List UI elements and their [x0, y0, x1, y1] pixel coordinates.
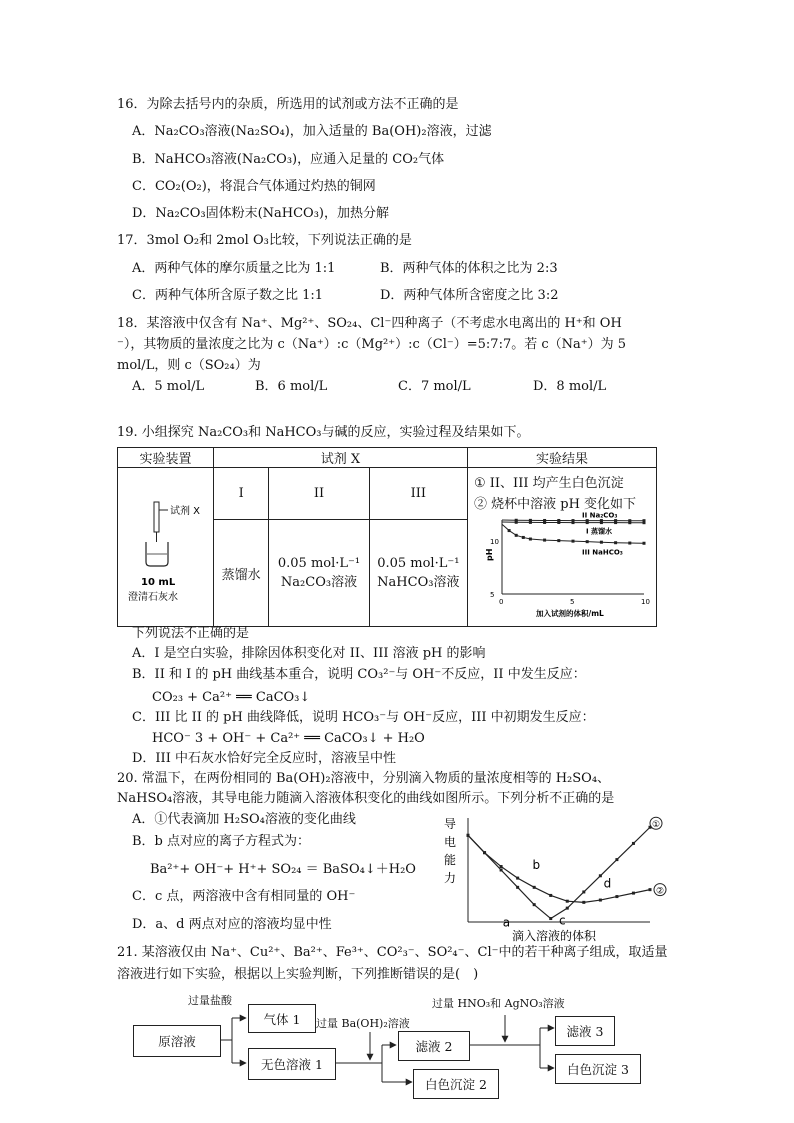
q19-stem: 19. 小组探究 Na₂CO₃和 NaHCO₃与碱的反应，实验过程及结果如下。	[117, 425, 530, 440]
device-cell	[118, 468, 214, 627]
box-filtrate-2: 滤液 2	[398, 1031, 470, 1061]
reagent-2-conc: 0.05 mol·L⁻¹	[277, 556, 361, 571]
device-reagent-label: 试剂 X	[170, 506, 201, 517]
q17-option-c: C．两种气体所含原子数之比 1:1	[132, 288, 324, 303]
ph-point	[643, 521, 646, 524]
conductivity-chart	[440, 812, 665, 947]
reagent-3-conc: 0.05 mol·L⁻¹	[377, 556, 460, 571]
ph-x-label: 加入试剂的体积/mL	[536, 609, 604, 618]
cond-point	[516, 886, 519, 889]
q20-option-b-eq: Ba²⁺+ OH⁻+ H⁺+ SO₂₄ ＝ BaSO₄↓＋H₂O	[150, 862, 416, 877]
cond-point	[467, 834, 470, 837]
result-cell	[468, 468, 657, 627]
q20-option-c: C．c 点，两溶液中含有相同量的 OH⁻	[132, 889, 356, 904]
ph-label-ii: II Na₂CO₃	[582, 511, 618, 520]
ph-point	[614, 541, 617, 544]
q21-line2: 溶液进行如下实验，根据以上实验判断，下列推断错误的是( )	[117, 967, 479, 982]
reagent-3-name: NaHCO₃溶液	[377, 575, 460, 590]
ph-point	[557, 539, 560, 542]
ph-point	[543, 521, 546, 524]
q20-line2: NaHSO₄溶液，其导电能力随滴入溶液体积变化的曲线如图所示。下列分析不正确的是	[117, 791, 615, 806]
q17-option-b: B．两种气体的体积之比为 2:3	[380, 261, 558, 276]
box-original-solution: 原溶液	[133, 1025, 221, 1057]
ph-label-i: I 蒸馏水	[586, 527, 613, 536]
q16-option-d: D．Na₂CO₃固体粉末(NaHCO₃)，加热分解	[132, 206, 389, 221]
col-i: I	[214, 468, 269, 520]
box-colorless-1: 无色溶液 1	[248, 1048, 336, 1080]
cond-point	[582, 901, 585, 904]
cond-ylabel-1: 导	[444, 817, 457, 831]
q17-stem: 17．3mol O₂和 2mol O₃比较，下列说法正确的是	[117, 233, 412, 248]
ph-x-tick: 0	[499, 598, 504, 606]
ph-point	[572, 521, 575, 524]
cond-series-line	[468, 827, 650, 918]
q18-option-b: B．6 mol/L	[255, 379, 328, 394]
ph-point	[586, 521, 589, 524]
q18-line2: ⁻），其物质的量浓度之比为 c（Na⁺）:c（Mg²⁺）:c（Cl⁻）=5:7:7。若 c（Na⁺）为 5	[117, 337, 627, 352]
cond-point-a: a	[502, 915, 511, 930]
q20-option-a: A．①代表滴加 H₂SO₄溶液的变化曲线	[132, 812, 356, 827]
ph-point	[515, 521, 518, 524]
cond-point	[549, 894, 552, 897]
cond-point-d: d	[603, 876, 612, 891]
cond-ylabel-4: 力	[444, 871, 457, 885]
q19-option-c: C．III 比 II 的 pH 曲线降低，说明 HCO₃⁻与 OH⁻反应，III 中初期发生反应：	[132, 710, 595, 725]
th-reagent: 试剂 X	[214, 448, 468, 468]
ph-point	[600, 541, 603, 544]
reagent-2-name: Na₂CO₃溶液	[280, 575, 358, 590]
cond-point	[582, 890, 585, 893]
cond-point	[500, 869, 503, 872]
ph-y-tick: 10	[490, 538, 499, 547]
ph-point	[628, 521, 631, 524]
q18-option-d: D．8 mol/L	[533, 379, 607, 394]
box-white-ppt-3: 白色沉淀 3	[555, 1054, 641, 1084]
ph-point	[557, 521, 560, 524]
q20-line1: 20. 常温下，在两份相同的 Ba(OH)₂溶液中，分别滴入物质的量浓度相等的 H₂SO₄、	[117, 771, 611, 786]
q16-stem: 16．为除去括号内的杂质，所选用的试剂或方法不正确的是	[117, 97, 459, 112]
cond-point	[615, 858, 618, 861]
experiment-table	[117, 447, 657, 627]
box-white-ppt-2: 白色沉淀 2	[413, 1069, 499, 1099]
result-1: ① II、III 均产生白色沉淀	[474, 476, 624, 491]
ph-point	[628, 542, 631, 545]
th-device: 实验装置	[118, 448, 214, 468]
ph-chart	[474, 512, 654, 622]
cond-series-line	[468, 835, 650, 902]
reagent-3	[369, 520, 467, 627]
cond-curve-2-label: ②	[656, 886, 665, 897]
device-volume: 10 mL	[141, 577, 176, 588]
cond-point	[599, 874, 602, 877]
ph-point	[572, 540, 575, 543]
ph-point	[515, 534, 518, 537]
ph-point	[508, 529, 511, 532]
ph-label-iii: III NaHCO₃	[582, 548, 623, 557]
device-solution: 澄清石灰水	[128, 592, 178, 603]
cond-point	[483, 851, 486, 854]
cond-point	[533, 886, 536, 889]
cond-point	[533, 903, 536, 906]
ph-point	[586, 540, 589, 543]
cond-point	[599, 899, 602, 902]
dropper-icon	[154, 502, 159, 532]
cond-point	[632, 842, 635, 845]
cond-point	[566, 907, 569, 910]
cond-curve-1-label: ①	[652, 820, 661, 831]
q19-option-d: D．III 中石灰水恰好完全反应时，溶液呈中性	[132, 751, 396, 766]
box-filtrate-3: 滤液 3	[555, 1016, 615, 1046]
q19-option-a: A．I 是空白实验，排除因体积变化对 II、III 溶液 pH 的影响	[132, 646, 486, 661]
cond-point	[632, 892, 635, 895]
q20-option-d: D．a、d 两点对应的溶液均显中性	[132, 917, 332, 932]
q18-option-c: C．7 mol/L	[398, 379, 471, 394]
ph-point	[643, 542, 646, 545]
th-result: 实验结果	[468, 448, 657, 468]
col-ii: II	[269, 468, 369, 520]
step-baoh2: 过量 Ba(OH)₂溶液	[316, 1017, 410, 1030]
beaker-diagram	[118, 470, 213, 620]
q17-option-d: D．两种气体所含密度之比 3:2	[380, 288, 559, 303]
ph-y-label: pH	[485, 548, 494, 561]
step-hno3-agno3: 过量 HNO₃和 AgNO₃溶液	[432, 997, 565, 1010]
cond-point	[500, 865, 503, 868]
cond-point-b: b	[532, 857, 541, 872]
reagent-1: 蒸馏水	[214, 520, 269, 627]
ph-point	[543, 539, 546, 542]
q16-option-b: B．NaHCO₃溶液(Na₂CO₃)，应通入足量的 CO₂气体	[132, 152, 445, 167]
q20-option-b: B．b 点对应的离子方程式为：	[132, 834, 311, 849]
col-iii: III	[369, 468, 467, 520]
q17-option-a: A．两种气体的摩尔质量之比为 1:1	[132, 261, 336, 276]
q19-option-b-eq: CO₂₃ + Ca²⁺ ══ CaCO₃↓	[152, 690, 311, 705]
q16-option-a: A．Na₂CO₃溶液(Na₂SO₄)，加入适量的 Ba(OH)₂溶液，过滤	[132, 124, 492, 139]
cond-ylabel-2: 电	[444, 835, 457, 849]
q18-option-a: A．5 mol/L	[132, 379, 205, 394]
cond-point	[516, 877, 519, 880]
q21-line1: 21. 某溶液仅由 Na⁺、Cu²⁺、Ba²⁺、Fe³⁺、CO²₃⁻、SO²₄⁻、Cl⁻中的若干种离子组成，取适量	[117, 945, 668, 960]
result-2: ② 烧杯中溶液 pH 变化如下	[474, 497, 637, 512]
cond-point	[566, 900, 569, 903]
ph-y-tick: 5	[490, 591, 495, 599]
cond-xlabel: 滴入溶液的体积	[512, 929, 597, 943]
q19-option-b: B．II 和 I 的 pH 曲线基本重合，说明 CO₃²⁻与 OH⁻不反应，II 中发生反应：	[132, 667, 586, 682]
cond-point-c: c	[559, 913, 566, 928]
cond-point	[549, 917, 552, 920]
q19-after: 下列说法不正确的是	[132, 626, 250, 641]
ph-point	[529, 538, 532, 541]
reagent-2	[269, 520, 369, 627]
q16-option-c: C．CO₂(O₂)，将混合气体通过灼热的铜网	[132, 179, 376, 194]
cond-ylabel-3: 能	[444, 853, 457, 867]
ph-point	[600, 521, 603, 524]
q18-line1: 18．某溶液中仅含有 Na⁺、Mg²⁺、SO₂₄、Cl⁻四种离子（不考虑水电离出的 H⁺和 OH	[117, 316, 622, 331]
ph-point	[529, 521, 532, 524]
ph-point	[614, 521, 617, 524]
q19-option-c-eq: HCO⁻ 3 + OH⁻ + Ca²⁺ ══ CaCO₃↓ + H₂O	[152, 731, 425, 746]
box-gas-1: 气体 1	[248, 1004, 316, 1033]
step-hcl: 过量盐酸	[188, 994, 232, 1007]
ph-x-tick: 5	[570, 598, 575, 606]
ph-x-tick: 10	[641, 598, 650, 606]
q18-line3: mol/L，则 c（SO₂₄）为	[117, 358, 261, 373]
cond-point	[615, 895, 618, 898]
cond-point	[649, 888, 652, 891]
ph-point	[522, 536, 525, 539]
